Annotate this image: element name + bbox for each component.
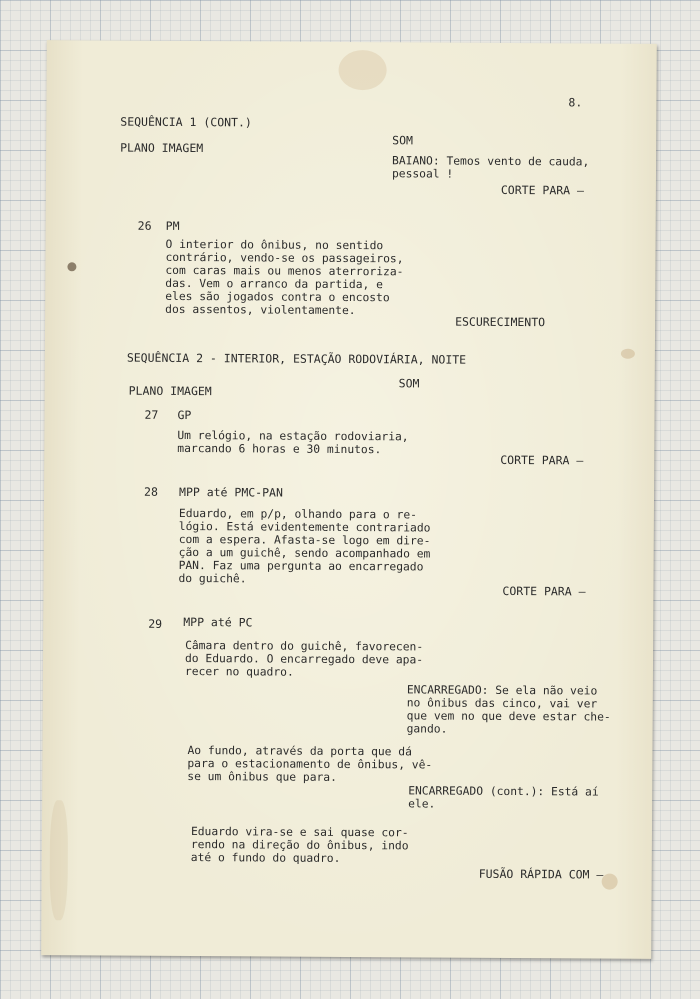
description-line: ção a um guichê, sendo acompanhado em bbox=[178, 545, 431, 561]
description-line: dos assentos, violentamente. bbox=[165, 302, 356, 318]
shot-type: MPP até PMC-PAN bbox=[179, 484, 283, 500]
col-plano-imagem-header: PLANO IMAGEM bbox=[128, 383, 212, 399]
shot-28-image-description bbox=[178, 507, 430, 587]
transition-escurecimento: ESCURECIMENTO bbox=[455, 314, 546, 330]
sequence-1-heading: SEQUÊNCIA 1 (CONT.) bbox=[120, 114, 252, 130]
description-line: recer no quadro. bbox=[184, 665, 294, 679]
description-line: com a espera. Afasta-se logo em dire- bbox=[178, 532, 431, 548]
shot-27-image-description bbox=[177, 429, 408, 456]
shot-29-image-description-3 bbox=[191, 825, 409, 865]
dialogue-line: BAIANO: Temos vento de cauda, bbox=[392, 154, 590, 169]
paper-stain bbox=[49, 800, 68, 920]
description-line: com caras mais ou menos aterroriza- bbox=[165, 263, 404, 279]
page-number: 8. bbox=[568, 95, 583, 110]
description-line: eles são jogados contra o encosto bbox=[165, 289, 390, 305]
transition-corte-para: CORTE PARA — bbox=[502, 583, 586, 599]
shot-type: GP bbox=[177, 407, 192, 423]
description-line: Eduardo, em p/p, olhando para o re- bbox=[178, 506, 417, 522]
description-line: lógio. Está evidentemente contrariado bbox=[178, 519, 431, 535]
col-som-header: SOM bbox=[392, 133, 414, 148]
dialogue-line: no ônibus das cinco, vai ver bbox=[406, 696, 598, 711]
dialogue-line: ENCARREGADO (cont.): Está aí bbox=[408, 784, 599, 799]
description-line: para o estacionamento de ônibus, vê- bbox=[187, 757, 433, 772]
col-plano-imagem-header: PLANO IMAGEM bbox=[120, 140, 204, 156]
sequence-2-heading: SEQUÊNCIA 2 - INTERIOR, ESTAÇÃO RODOVIÁRIA, NOITE bbox=[126, 350, 467, 367]
dialogue-baiano bbox=[392, 154, 589, 181]
paper-stain bbox=[339, 50, 387, 90]
description-line: PAN. Faz uma pergunta ao encarregado bbox=[178, 558, 424, 574]
transition-corte-para: CORTE PARA — bbox=[500, 182, 585, 198]
shot-number: 28 bbox=[144, 484, 158, 499]
description-line: Eduardo vira-se e sai quase cor- bbox=[190, 825, 409, 840]
shot-29-image-description-2 bbox=[187, 744, 432, 784]
description-line: contrário, vendo-se os passageiros, bbox=[165, 250, 404, 266]
dialogue-encarregado-2 bbox=[408, 784, 599, 811]
dialogue-line: ele. bbox=[408, 797, 436, 811]
shot-type: PM bbox=[165, 218, 180, 233]
dialogue-line: ENCARREGADO: Se ela não veio bbox=[406, 683, 598, 698]
description-line: Câmara dentro do guichê, favorecen- bbox=[185, 639, 424, 654]
paper-stain bbox=[621, 349, 635, 359]
description-line: marcando 6 horas e 30 minutos. bbox=[177, 441, 382, 457]
description-line: Ao fundo, através da porta que dá bbox=[187, 744, 412, 759]
description-line: até o fundo do quadro. bbox=[190, 851, 341, 865]
transition-fusao-rapida: FUSÃO RÁPIDA COM — bbox=[478, 866, 604, 882]
description-line: das. Vem o arranco da partida, e bbox=[165, 276, 384, 292]
dialogue-encarregado-1 bbox=[407, 683, 611, 736]
script-page bbox=[41, 40, 657, 959]
dialogue-line: gando. bbox=[406, 722, 448, 736]
transition-corte-para: CORTE PARA — bbox=[500, 452, 584, 468]
col-som-header: SOM bbox=[398, 376, 420, 391]
description-line: rendo na direção do ônibus, indo bbox=[190, 838, 409, 853]
shot-26-image-description bbox=[165, 238, 404, 317]
shot-type: MPP até PC bbox=[183, 614, 253, 630]
shot-number: 26 bbox=[137, 218, 152, 233]
description-line: O interior do ônibus, no sentido bbox=[165, 237, 384, 253]
description-line: se um ônibus que para. bbox=[187, 770, 337, 784]
shot-number: 29 bbox=[148, 616, 163, 631]
description-line: do Eduardo. O encarregado deve apa- bbox=[184, 652, 424, 667]
paper-stain bbox=[67, 262, 76, 271]
shot-29-image-description-1 bbox=[185, 639, 423, 679]
description-line: Um relógio, na estação rodoviaria, bbox=[177, 428, 409, 444]
dialogue-line: pessoal ! bbox=[391, 167, 454, 181]
description-line: do guichê. bbox=[178, 571, 247, 586]
dialogue-line: que vem no que deve estar che- bbox=[406, 709, 611, 724]
shot-number: 27 bbox=[144, 407, 159, 422]
paper-stain bbox=[602, 874, 618, 890]
